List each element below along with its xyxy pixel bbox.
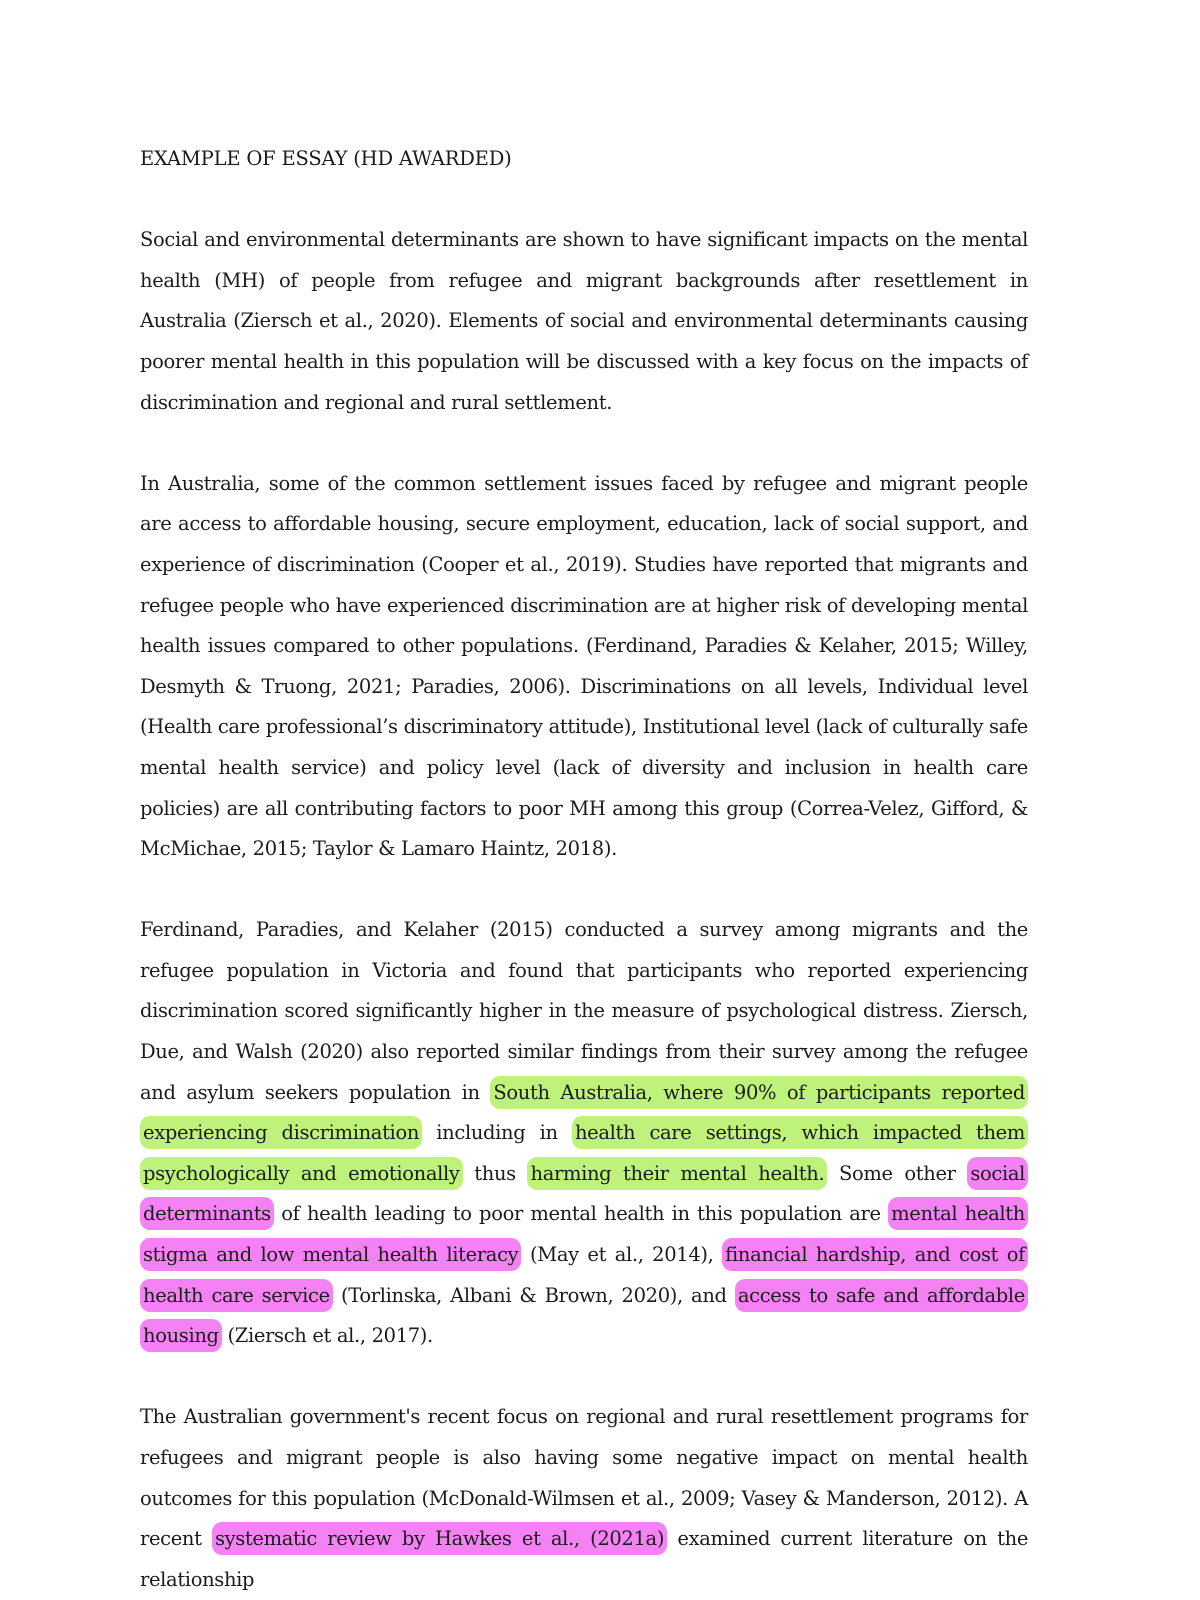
text-run: including in: [422, 1121, 572, 1145]
paragraph: [140, 220, 1028, 423]
highlight-pink: social determinants: [140, 1157, 1028, 1231]
highlight-pink: systematic review by Hawkes et al., (2021a): [212, 1522, 667, 1555]
text-run: examined current literature on the relationship: [140, 1527, 1029, 1591]
highlight-pink: access to safe and affordable housing: [140, 1279, 1028, 1353]
text-run: (Torlinska, Albani & Brown, 2020), and: [332, 1283, 735, 1307]
highlight-green: harming their mental health.: [527, 1157, 827, 1190]
text-run: thus: [462, 1161, 528, 1185]
text-run: (Ziersch et al., 2017).: [221, 1324, 433, 1348]
text-run: of health leading to poor mental health in this population are: [273, 1202, 889, 1226]
text-run: The Australian government's recent focus on regional and rural resettlement programs for refugees and migrant people is also having some negative impact on mental health outcomes for this population (McDonald-Wilmsen et al., 2009; Vasey & Manderson, 2012). A recent: [140, 1405, 1028, 1551]
paragraph: [140, 1397, 1028, 1600]
highlight-green: health care settings, which impacted them psychologically and emotionally: [140, 1116, 1028, 1190]
highlight-pink: mental health stigma and low mental health literacy: [140, 1197, 1028, 1271]
highlight-pink: financial hardship, and cost of health care service: [140, 1238, 1028, 1312]
text-run: Ferdinand, Paradies, and Kelaher (2015) conducted a survey among migrants and the refugee population in Victoria and found that participants who reported experiencing discrimination scored significantly higher in the measure of psychological distress. Ziersch, Due, and Walsh (2020) also reported similar findings from their survey among the refugee and asylum seekers population in: [140, 918, 1028, 1104]
highlight-green: South Australia, where 90% of participants reported experiencing discrimination: [140, 1076, 1028, 1150]
essay-heading: EXAMPLE OF ESSAY (HD AWARDED): [140, 147, 512, 170]
text-run: Some other: [827, 1161, 968, 1185]
text-run: In Australia, some of the common settlement issues faced by refugee and migrant people are access to affordable housing, secure employment, education, lack of social support, and experience of discrimination (Cooper et al., 2019). Studies have reported that migrants and refugee people who have experienced discrimination are at higher risk of developing mental health issues compared to other populations. (Ferdinand, Paradies & Kelaher, 2015; Willey, Desmyth & Truong, 2021; Paradies, 2006). Discriminations on all levels, Individual level (Health care professional’s discriminatory attitude), Institutional level (lack of culturally safe mental health service) and policy level (lack of diversity and inclusion in health care policies) are all contributing factors to poor MH among this group (Correa-Velez, Gifford, & McMichae, 2015; Taylor & Lamaro Haintz, 2018).: [140, 471, 1028, 861]
text-run: (May et al., 2014),: [521, 1243, 723, 1267]
text-run: Social and environmental determinants are shown to have significant impacts on the mental health (MH) of people from refugee and migrant backgrounds after resettlement in Australia (Ziersch et al., 2020). Elements of social and environmental determinants causing poorer mental health in this population will be discussed with a key focus on the impacts of discrimination and regional and rural settlement.: [140, 228, 1028, 414]
paragraph-list: [140, 220, 1028, 1600]
paragraph: [140, 910, 1028, 1357]
essay-body: [140, 139, 1028, 1600]
paragraph: [140, 464, 1028, 870]
